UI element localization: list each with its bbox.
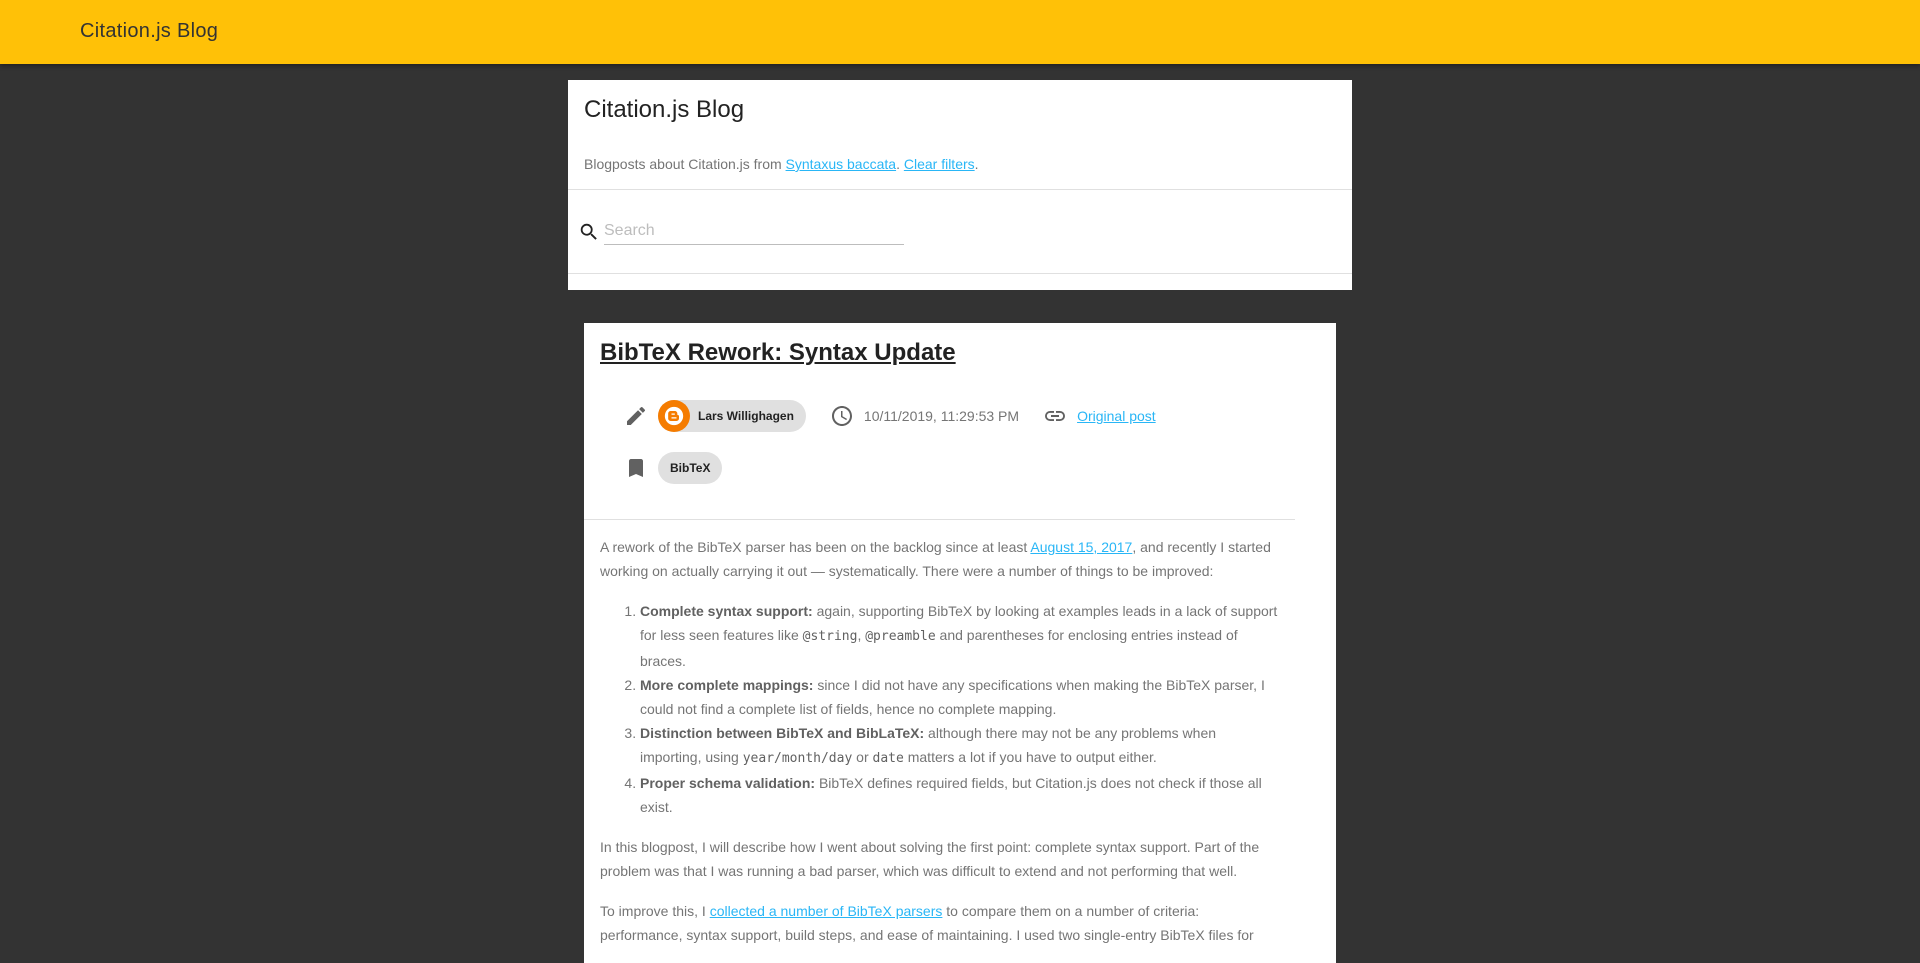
- author-chip[interactable]: [658, 400, 806, 432]
- search-divider: [568, 273, 1352, 274]
- improvement-list: [600, 599, 1280, 819]
- list-item-text: BibTeX defines required fields, but Citation.js does not check if those all exist.: [640, 775, 1262, 815]
- app-brand[interactable]: Citation.js Blog: [80, 20, 219, 42]
- original-post-link[interactable]: Original post: [1077, 408, 1156, 424]
- blog-subtitle: [584, 156, 979, 172]
- list-item-text: since I did not have any specifications when making the BibTeX parser, I could not find a complete list of fields, hence no complete mapping.: [640, 677, 1265, 717]
- post-meta-divider: [584, 519, 1295, 520]
- post-meta-row: [624, 400, 1156, 432]
- link-icon: [1043, 404, 1067, 428]
- bookmark-icon: [624, 456, 648, 480]
- blogger-icon: [658, 400, 690, 432]
- clock-icon: [830, 404, 854, 428]
- list-item: [640, 673, 1280, 721]
- list-item-code: @string: [802, 629, 858, 644]
- top-app-bar: [0, 0, 1920, 64]
- list-item-heading: Proper schema validation:: [640, 775, 816, 791]
- list-item-text: ,: [857, 627, 866, 643]
- subtitle-separator: .: [896, 156, 904, 172]
- list-item-heading: Distinction between BibTeX and BibLaTeX:: [640, 725, 925, 741]
- list-item-code: year/month/day: [742, 751, 853, 766]
- list-item-heading: More complete mappings:: [640, 677, 814, 693]
- post-date: 10/11/2019, 11:29:53 PM: [863, 408, 1020, 424]
- intro-date-link[interactable]: August 15, 2017: [1030, 539, 1133, 555]
- post-body: [600, 535, 1280, 963]
- author-name: Lars Willighagen: [698, 409, 794, 423]
- list-item: [640, 599, 1280, 673]
- list-item-text: or: [852, 749, 873, 765]
- list-item-text: matters a lot if you have to output either.: [903, 749, 1157, 765]
- intro-text-2: , and recently I started working on actually carrying it out — systematically. There were a number of things to be improved:: [600, 539, 1271, 579]
- body-paragraph: [600, 899, 1280, 947]
- blog-title: Citation.js Blog: [584, 96, 745, 123]
- list-item-code: @preamble: [865, 629, 936, 644]
- list-item-text: and parentheses for enclosing entries instead of braces.: [640, 627, 1238, 669]
- bibtex-parsers-link[interactable]: collected a number of BibTeX parsers: [709, 903, 943, 919]
- clear-filters-link[interactable]: Clear filters: [903, 156, 975, 172]
- pencil-icon: [624, 404, 648, 428]
- subtitle-prefix: Blogposts about Citation.js from: [584, 156, 786, 172]
- intro-paragraph: [600, 535, 1280, 583]
- post-tags-row: [624, 452, 722, 484]
- para3-text-1: To improve this, I: [600, 903, 710, 919]
- list-item-heading: Complete syntax support:: [640, 603, 813, 619]
- list-item-text: again, supporting BibTeX by looking at examples leads in a lack of support for less seen features like: [640, 603, 1278, 643]
- blog-source-link[interactable]: Syntaxus baccata: [785, 156, 897, 172]
- search-icon: [578, 221, 600, 243]
- blog-header-card: [568, 80, 1352, 290]
- list-item-text: although there may not be any problems when importing, using: [640, 725, 1217, 765]
- body-paragraph: In this blogpost, I will describe how I went about solving the first point: complete syntax support. Part of the problem was that I was running a bad parser, which was difficult to extend and not performing that well.: [600, 839, 1260, 879]
- header-divider: [568, 189, 1352, 190]
- list-item: [640, 721, 1280, 771]
- intro-text-1: A rework of the BibTeX parser has been on the backlog since at least: [600, 539, 1031, 555]
- post-title[interactable]: BibTeX Rework: Syntax Update: [600, 339, 956, 366]
- search-input[interactable]: [604, 218, 904, 245]
- list-item-code: date: [872, 751, 904, 766]
- post-card: [584, 323, 1336, 963]
- list-item: [640, 771, 1280, 819]
- para3-text-2: to compare them on a number of criteria: performance, syntax support, build steps, and ease of maintaining. I used two single-entry BibTeX files for: [600, 903, 1254, 943]
- tag-chip[interactable]: BibTeX: [658, 452, 722, 484]
- subtitle-end: .: [974, 156, 979, 172]
